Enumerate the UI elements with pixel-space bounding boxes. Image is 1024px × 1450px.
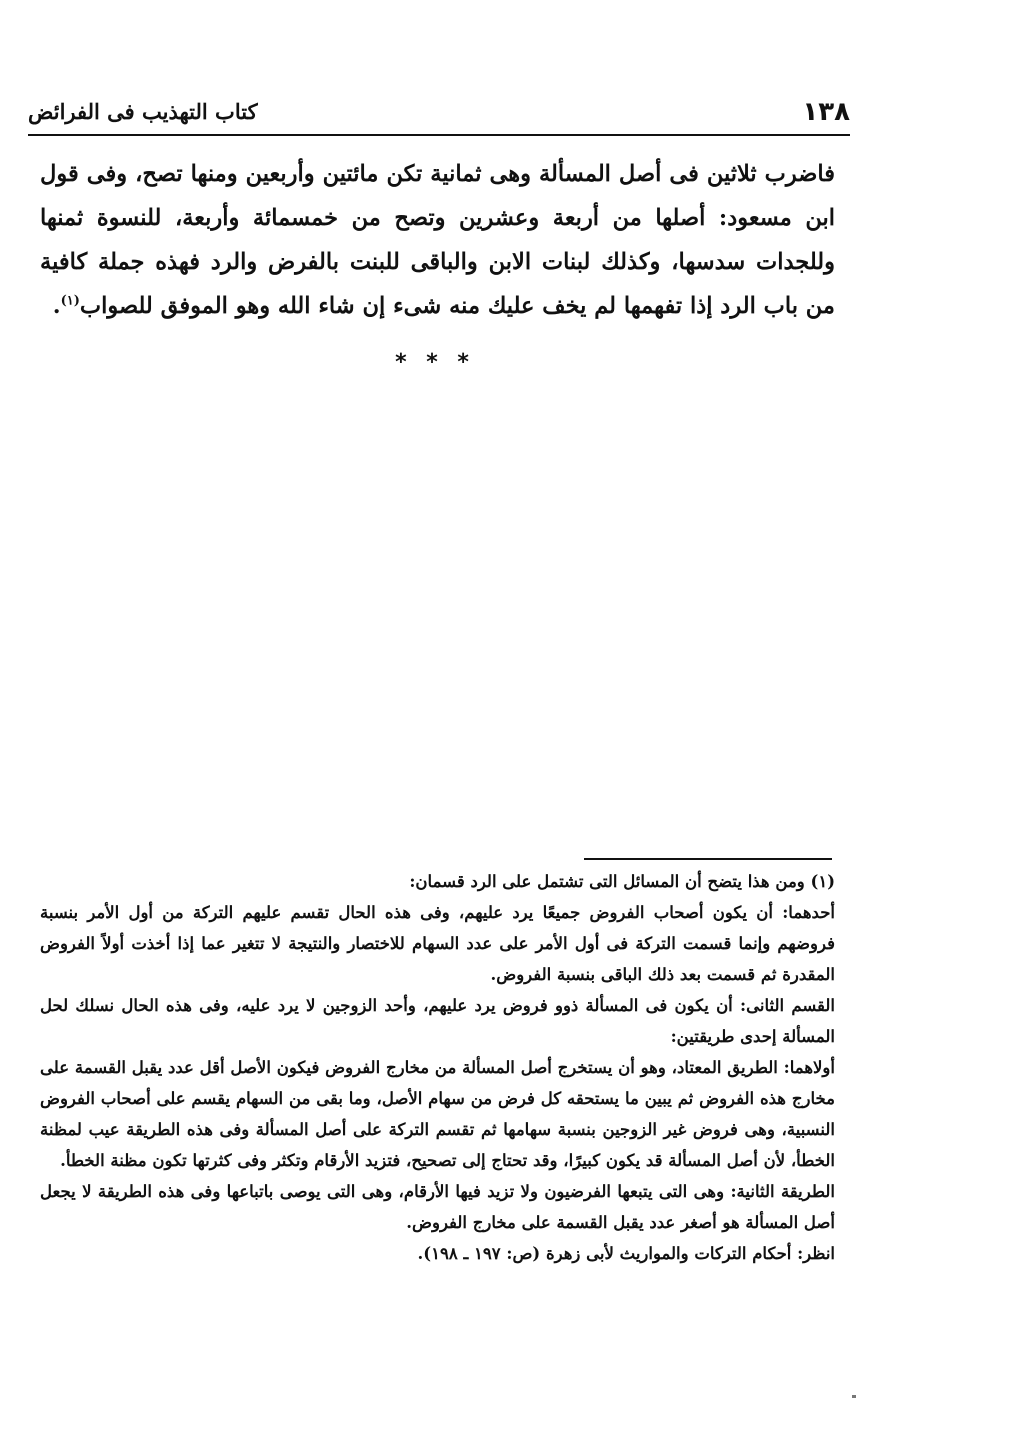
- footnote-number: (١): [810, 872, 835, 891]
- footnote-reference: (١): [60, 293, 80, 309]
- main-paragraph: [40, 152, 835, 328]
- main-paragraph-text: فاضرب ثلاثين فى أصل المسألة وهى ثمانية تكن مائتين وأربعين ومنها تصح، وفى قول ابن مسعود: أصلها من أربعة وعشرين وتصح من خمسمائة وأربعة، للنسوة ثمنها وللجدات سدسها، وكذلك لبنات الابن والباقى للبنت بالفرض والرد فهذه جملة كافية من باب الرد إذا تفهمها لم يخف عليك منه شىء إن شاء الله وهو الموفق للصواب: [40, 161, 835, 319]
- main-paragraph-end: .: [52, 293, 61, 319]
- main-text: [40, 152, 835, 328]
- footnote-rule: [584, 858, 832, 860]
- footnote-paragraph-1: أحدهما: أن يكون أصحاب الفروض جميعًا يرد عليهم، وفى هذه الحال تقسم عليهم التركة من أول الأمر بنسبة فروضهم وإنما قسمت التركة فى أول الأمر على عدد السهام للاختصار والنتيجة لا تتغير عما إذا أخذت أولاً الفروض المقدرة ثم قسمت بعد ذلك الباقى بنسبة الفروض.: [40, 903, 835, 984]
- footnote-paragraph-3: أولاهما: الطريق المعتاد، وهو أن يستخرج أصل المسألة من مخارج الفروض فيكون الأصل أقل عدد يقبل القسمة على مخارج هذه الفروض ثم يبين ما يستحقه كل فرض من سهام الأصل، وما بقى من السهام يقسم على أصحاب الفروض النسبية، وهى فروض غير الزوجين بنسبة سهامها ثم تقسم التركة على أصل المسألة وفى هذه الطريقة عيب لمظنة الخطأ، لأن أصل المسألة قد يكون كبيرًا، وقد تحتاج إلى تصحيح، فتزيد الأرقام وتكثر وفى كثرتها تكون مظنة الخطأ.: [40, 1058, 835, 1170]
- section-separator: * * *: [395, 350, 475, 375]
- footnote-reference-source: انظر: أحكام التركات والمواريث لأبى زهرة (ص: ١٩٧ ـ ١٩٨).: [417, 1244, 835, 1263]
- running-title: كتاب التهذيب فى الفرائض: [28, 99, 258, 124]
- header-rule: [28, 134, 850, 136]
- page-number: ١٣٨: [802, 97, 850, 127]
- footnote-paragraph-2: القسم الثانى: أن يكون فى المسألة ذوو فروض يرد عليهم، وأحد الزوجين لا يرد عليه، وفى هذه الحال نسلك لحل المسألة إحدى طريقتين:: [40, 996, 835, 1046]
- scan-mark: [852, 1395, 856, 1398]
- footnote-intro-text: ومن هذا يتضح أن المسائل التى تشتمل على الرد قسمان:: [409, 872, 805, 891]
- footnote-intro: [40, 866, 835, 897]
- footnotes: [40, 866, 835, 1269]
- page-header: [28, 96, 850, 132]
- footnote-paragraph-4: الطريقة الثانية: وهى التى يتبعها الفرضيون ولا تزيد فيها الأرقام، وهى التى يوصى باتباعها وفى هذه الطريقة لا يجعل أصل المسألة هو أصغر عدد يقبل القسمة على مخارج الفروض.: [40, 1182, 835, 1232]
